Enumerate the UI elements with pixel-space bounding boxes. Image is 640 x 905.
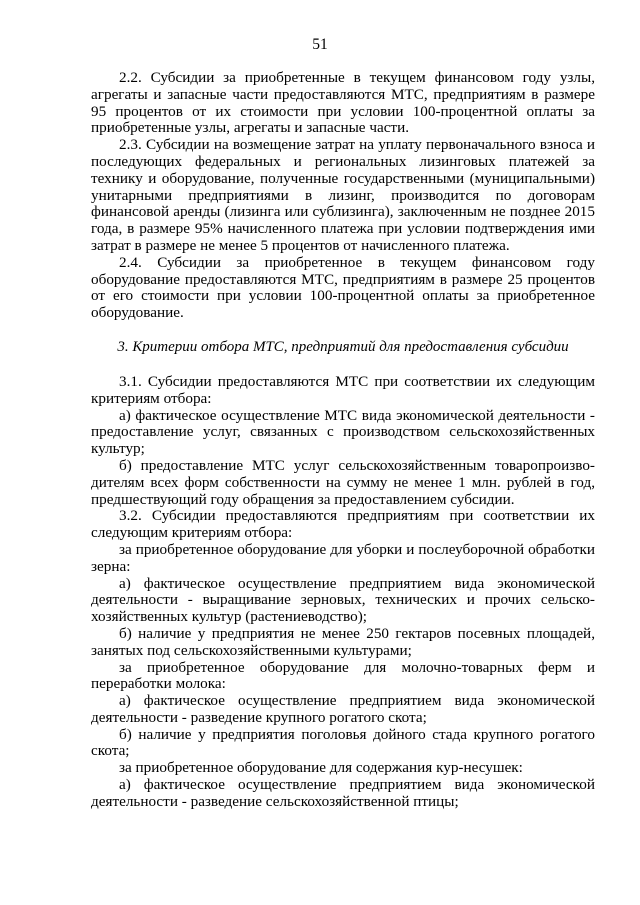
section-heading: 3. Критерии отбора МТС, предприятий для предоставления субсидии — [117, 338, 569, 355]
paragraph-2-2: 2.2. Субсидии за приобретенные в текущем финансовом году узлы, агрегаты и запасные части предоставляются МТС, предприятиям в размере 95 процентов от их стоимости при условии 100-процентной оплаты за приобретенные узлы, агрегаты и запасные части. — [91, 69, 595, 137]
paragraph-dairy-equipment: за приобретенное оборудование для молочно-товарных ферм и переработки молока: — [91, 658, 595, 693]
paragraph-grain-b: б) наличие у предприятия не менее 250 гектаров посевных площадей, занятых под сельскохозяйственными культурами; — [91, 624, 595, 659]
paragraph-2-4: 2.4. Субсидии за приобретенное в текущем финансовом году оборудование предоставляются МТС, предприятиям в размере 25 процентов от его стоимости при условии 100-процентной оплаты за приобретенное оборудование. — [91, 253, 595, 322]
paragraph-dairy-a: а) фактическое осуществление предприятием вида экономической деятельности - разведение крупного рогатого скота; — [91, 692, 595, 726]
paragraph-poultry-a: а) фактическое осуществление предприятием вида экономической деятельности - разведение сельскохозяйственной птицы; — [91, 776, 595, 810]
document-body — [91, 70, 595, 811]
paragraph-3-1-b: б) предоставление МТС услуг сельскохозяйственным товаропроизво-дителям всех форм собственности на сумму не менее 1 млн. рублей в год, предшествующий году обращения за предоставлением субсидии. — [91, 456, 595, 508]
paragraph-3-1: 3.1. Субсидии предоставляются МТС при соответствии их следующим критериям отбора: — [91, 372, 595, 407]
paragraph-dairy-b: б) наличие у предприятия поголовья дойного стада крупного рогатого скота; — [91, 725, 595, 760]
paragraph-grain-a: а) фактическое осуществление предприятием вида экономической деятельности - выращивание зерновых, технических и прочих сельско-хозяйственных культур (растениеводство); — [91, 574, 595, 626]
paragraph-grain-equipment: за приобретенное оборудование для уборки и послеуборочной обработки зерна: — [91, 540, 595, 575]
paragraph-3-2: 3.2. Субсидии предоставляются предприятиям при соответствии их следующим критериям отбора: — [91, 507, 595, 542]
paragraph-poultry-equipment: за приобретенное оборудование для содержания кур-несушек: — [119, 759, 523, 777]
paragraph-3-1-a: а) фактическое осуществление МТС вида экономической деятельности - предоставление услуг, связанных с производством сельскохозяйственных культур; — [91, 406, 595, 458]
paragraph-2-3: 2.3. Субсидии на возмещение затрат на уплату первоначального взноса и последующих федеральных и региональных лизинговых платежей за технику и оборудование, полученные государственными (муниципальными) унитарными предприятиями в лизинг, производится по договорам финансовой аренды (лизинга или сублизинга), заключенным не позднее 2015 года, в размере 95% начисленного платежа при условии подтверждения ими затрат в размере не менее 5 процентов от начисленного платежа. — [91, 136, 595, 254]
page-number: 51 — [312, 36, 328, 53]
